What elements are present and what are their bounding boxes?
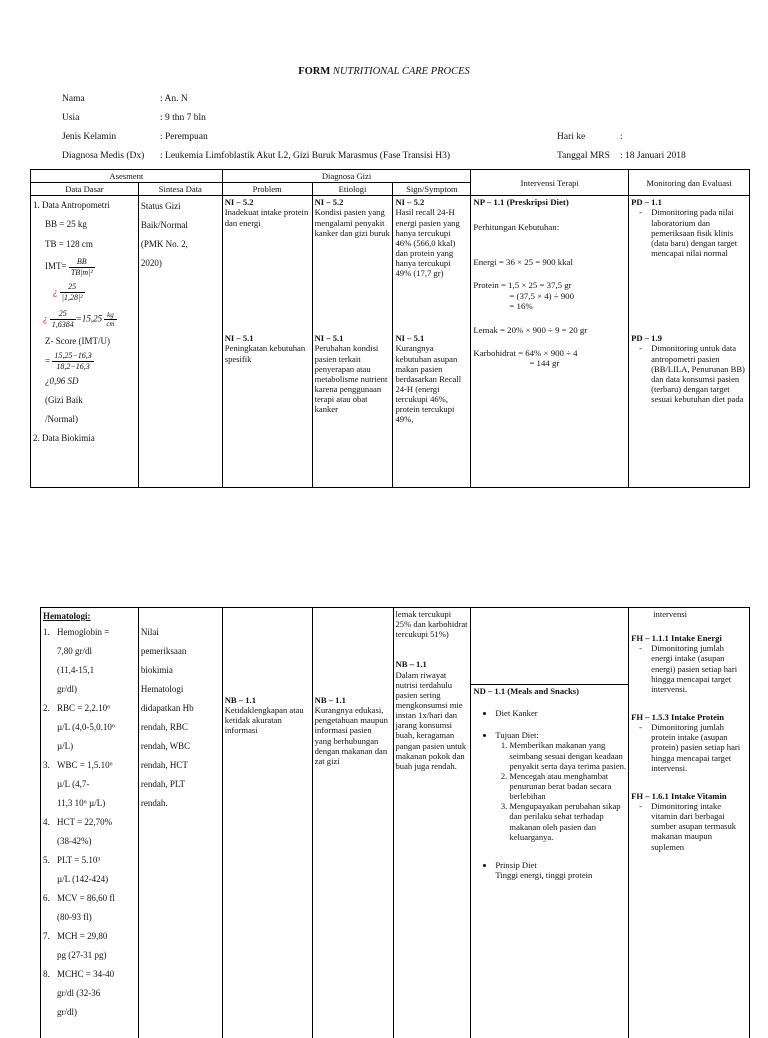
- etiologi-text: Kondisi pasien yang mengalami penyakit kanker dan gizi buruk: [314, 207, 390, 238]
- zscore-status-1: (Gizi Baik: [45, 395, 83, 406]
- imt3-unit-den: cm: [106, 320, 115, 329]
- data-dasar-cell: [31, 196, 139, 488]
- problem-code: NB – 1.1: [224, 695, 256, 705]
- mrs-value: : 18 Januari 2018: [620, 151, 686, 161]
- np-lemak: Lemak = 20% × 900 ÷ 9 = 20 gr: [473, 324, 588, 335]
- name-label: Nama: [62, 94, 85, 104]
- problem-bottom-cell: [222, 608, 312, 1038]
- day-value: :: [620, 132, 623, 142]
- problem-text: Inadekuat intake protein dan energi: [224, 207, 309, 228]
- sign-bottom-cell: [393, 608, 471, 1038]
- tujuan-line: 1. Memberikan makanan yang seimbang sesuai dengan keadaan penyakit serta daya terima pasien.: [509, 740, 626, 770]
- z-numerator: 15,25−16,3: [54, 351, 92, 361]
- header-monitoring: Monitoring dan Evaluasi: [629, 170, 750, 196]
- zscore-result: ¿0,96 SD: [45, 376, 79, 387]
- problem-cell: [222, 196, 312, 488]
- ncp-table-bottom: [40, 607, 750, 1038]
- hema-item-mchc: 8. MCHC = 34-40 gr/dl (32-36 gr/dl): [43, 969, 115, 1017]
- header-asesment: Asesment: [31, 170, 223, 183]
- fh-title: FH – 1.5.3 Intake Protein: [631, 711, 725, 722]
- sintesa-line: Hematologi: [140, 684, 184, 694]
- header-problem: Problem: [222, 183, 312, 196]
- np-protein: Protein = 1,5 × 25 = 37,5 gr: [473, 280, 572, 291]
- prinsip-item: [495, 860, 626, 880]
- age-label: Usia: [62, 113, 80, 123]
- fh-text: - Dimonitoring jumlah energi intake (asupan energi) pasien setiap hari hingga mencapai target intervensi.: [639, 643, 747, 694]
- hema-item-wbc: 3. WBC = 1,5.10⁶ µ/L (4,7- 11,3 10⁶ µ/L): [43, 760, 113, 808]
- imt-denominator: TB|m|²: [70, 267, 93, 277]
- header-data-dasar: Data Dasar: [31, 183, 139, 196]
- page-title: [0, 66, 768, 77]
- mrs-label: Tanggal MRS: [557, 151, 610, 161]
- sintesa-line: rendah, RBC: [140, 722, 188, 732]
- sintesa-line: (PMK No. 2,: [140, 239, 188, 250]
- fh-title: FH – 1.1.1 Intake Energi: [631, 633, 722, 644]
- hematologi-title: Hematologi:: [43, 611, 91, 621]
- nd-title: ND – 1.1 (Meals and Snacks): [473, 686, 579, 696]
- imt-formula-3: ¿ $\frac{25}{1,6384}$ =15,25 $\frac{kg}{cm}$: [43, 309, 115, 330]
- np-protein: = 16%: [509, 301, 533, 312]
- tujuan-label: Tujuan Diet:: [495, 730, 539, 741]
- intervensi-bottom-cell: [471, 608, 629, 1038]
- etiologi-bottom-cell: [312, 608, 393, 1038]
- tb-value: TB = 128 cm: [45, 239, 93, 250]
- imt-formula-2: ¿ $\frac{25}{\text{|1,28|²}}$: [53, 282, 83, 303]
- sintesa-line: didapatkan Hb: [140, 703, 194, 713]
- imt3-denominator: 1,6384: [51, 320, 74, 330]
- tujuan-item: [495, 730, 626, 842]
- sign-text: Kurangnya kebutuhan asupan makan pasien berdasarkan Recall 24-H (energi tercukupi 46%, protein tercukupi 49%,: [395, 343, 462, 425]
- np-karbohidrat: Karbohidrat = 64% × 900 ÷ 4: [473, 347, 578, 358]
- hema-item-rbc: 2. RBC = 2,2.10⁶ µ/L (4,0-5,0.10⁶ µ/L): [43, 703, 115, 751]
- monitoring-continuation: intervensi: [653, 609, 688, 619]
- problem-text: Peningkatan kebutuhan spesifik: [224, 343, 306, 364]
- imt2-denominator: |1,28|²: [61, 293, 83, 303]
- dx-label: Diagnosa Medis (Dx): [62, 151, 145, 161]
- etiologi-code: NB – 1.1: [314, 695, 346, 705]
- pd-text: - Dimonitoring untuk data antropometri pasien (BB/LILA, Penurunan BB) dan data konsumsi pasien (terbaru) dengan target sesuai kebutuhan diet pada: [639, 343, 747, 404]
- sintesa-line: rendah, HCT: [140, 760, 188, 770]
- fh-text: - Dimonitoring intake vitamin dari berbagai sumber asupan termasuk makanan maupun suplemen: [639, 801, 747, 852]
- header-sintesa: Sintesa Data: [138, 183, 222, 196]
- pd-code: PD – 1.1: [631, 197, 662, 208]
- zscore-label: Z- Score (IMT/U): [45, 336, 110, 347]
- dx-value: : Leukemia Limfoblastik Akut L2, Gizi Buruk Marasmus (Fase Transisi H3): [160, 151, 450, 161]
- title-italic: NUTRITIONAL CARE PROCES: [332, 66, 470, 77]
- admission-labels: [557, 128, 610, 166]
- sign-text: Dalam riwayat nutrisi terdahulu pasien sering mengkonsumsi mie instan 1x/hari dan jarang konsumsi buah, keragaman pangan pasien untuk makanan pokok dan buah juga rendah.: [395, 669, 467, 771]
- tujuan-line: 3. Mengupayakan perubahan sikap dan perilaku sehat terhadap makanan oleh pasien dan keluarganya.: [509, 801, 626, 842]
- sintesa-line: biokimia: [140, 665, 173, 675]
- header-intervensi: Intervensi Terapi: [471, 170, 629, 196]
- hematologi-cell: [41, 608, 139, 1038]
- np-protein: = (37,5 × 4) ÷ 900: [509, 290, 574, 301]
- sintesa-line: pemeriksaan: [140, 646, 187, 656]
- hema-item-hb: 1. Hemoglobin = 7,80 gr/dl (11,4-15,1 gr/dl): [43, 627, 110, 694]
- prinsip-label: • Prinsip Diet: [495, 859, 537, 870]
- sign-code: NI – 5.1: [395, 333, 425, 344]
- header-etiologi: Etiologi: [312, 183, 393, 196]
- hema-item-mch: 7. MCH = 29,80 pg (27-31 pg): [43, 931, 108, 960]
- hema-item-plt: 5. PLT = 5.10³ µ/L (142-424): [43, 855, 109, 884]
- header-sign: Sign/Symptom: [393, 183, 471, 196]
- sintesa-line: Nilai: [140, 627, 159, 637]
- admission-values: [620, 128, 686, 166]
- hema-item-mcv: 6. MCV = 86,60 fl (80-93 fl): [43, 893, 115, 922]
- imt2-numerator: 25: [60, 282, 85, 293]
- z-denominator: 18,2−16,3: [56, 362, 90, 372]
- etiologi-text: Kurangnya edukasi, pengetahuan maupun informasi pasien yang berhubungan dengan makanan dan zat gizi: [314, 705, 388, 766]
- sintesa-line: rendah, PLT: [140, 779, 186, 789]
- sintesa-line: rendah.: [140, 798, 168, 808]
- zscore-formula: = $\frac{15,25-16,3}{18,2-16,3}$: [45, 351, 92, 372]
- np-title: NP – 1.1 (Preskripsi Diet): [473, 197, 569, 208]
- pd-code: PD – 1.9: [631, 333, 662, 344]
- sex-label: Jenis Kelamin: [62, 132, 117, 142]
- header-diagnosa: Diagnosa Gizi: [222, 170, 471, 183]
- imt-label: IMT=: [45, 261, 67, 272]
- fh-title: FH – 1.6.1 Intake Vitamin: [631, 790, 727, 801]
- title-bold: FORM: [298, 66, 331, 77]
- prinsip-text: Tinggi energi, tinggi protein: [495, 869, 593, 880]
- sintesa-line: rendah, WBC: [140, 741, 191, 751]
- sintesa-line: Baik/Normal: [140, 220, 188, 231]
- day-label: Hari ke: [557, 132, 586, 142]
- imt3-result: =15,25: [75, 313, 103, 324]
- sintesa-cell: [138, 196, 222, 488]
- etiologi-code: NI – 5.2: [314, 197, 344, 208]
- monitoring-cell: [629, 196, 750, 488]
- imt3-unit-num: kg: [104, 311, 116, 320]
- hema-item-hct: 4. HCT = 22,70% (38-42%): [43, 817, 113, 846]
- etiologi-text: Perubahan kondisi pasien terkait penyerapan atau metabolisme nutrient karena penggunaan terapi atau obat kanker: [314, 343, 388, 415]
- bb-value: BB = 25 kg: [45, 219, 87, 230]
- pd-text: - Dimonitoring pada nilai laboratorium dan pemeriksaan fisik klinis (data baru) dengan target mencapai nilai normal: [639, 207, 747, 258]
- sign-code: NI – 5.2: [395, 197, 425, 208]
- fh-text: - Dimonitoring jumlah protein intake (asupan protein) pasien setiap hari hingga mencapai target intervensi.: [639, 722, 747, 773]
- age-value: : 9 thn 7 bln: [160, 113, 206, 123]
- sign-continuation: lemak tercukupi 25% dan karbohidrat tercukupi 51%): [395, 609, 468, 640]
- problem-code: NI – 5.1: [224, 333, 254, 344]
- imt-numerator: BB: [69, 257, 95, 268]
- sintesa-line: Status Gizi: [140, 201, 181, 212]
- imt-formula: [45, 256, 136, 277]
- sex-value: : Perempuan: [160, 132, 208, 142]
- intervensi-cell: [471, 196, 629, 488]
- monitoring-bottom-cell: [629, 608, 750, 1038]
- patient-labels: [62, 90, 144, 166]
- zscore-status-2: /Normal): [45, 414, 78, 425]
- etiologi-cell: [312, 196, 393, 488]
- tujuan-line: 2. Mencegah atau menghambat penurunan berat badan secara berlebihan: [509, 771, 626, 801]
- imt3-numerator: 25: [50, 309, 76, 320]
- sintesa-bottom-cell: [138, 608, 222, 1038]
- sign-code: NB – 1.1: [395, 659, 427, 670]
- patient-values: [160, 90, 450, 166]
- biokimia-heading: 2. Data Biokimia: [33, 433, 95, 444]
- antropometri-heading: 1. Data Antropometri: [33, 200, 110, 211]
- np-energi: Energi = 36 × 25 = 900 kkal: [473, 257, 573, 268]
- sign-cell: [393, 196, 471, 488]
- name-value: : An. N: [160, 94, 188, 104]
- diet-item: • Diet Kanker: [495, 708, 626, 718]
- ncp-table-top: [30, 169, 750, 488]
- np-karbohidrat: = 144 gr: [529, 358, 560, 369]
- sign-text: Hasil recall 24-H energi pasien yang hanya tercukupi 46% (566,0 kkal) dan protein yang hanya tercukupi 49% (17,7 gr): [395, 207, 460, 279]
- sintesa-line: 2020): [140, 258, 162, 269]
- etiologi-code: NI – 5.1: [314, 333, 344, 344]
- np-perhitungan: Perhitungan Kebutuhan:: [473, 221, 560, 232]
- problem-code: NI – 5.2: [224, 197, 254, 208]
- problem-text: Ketidaklengkapan atau ketidak akuratan informasi: [224, 705, 304, 736]
